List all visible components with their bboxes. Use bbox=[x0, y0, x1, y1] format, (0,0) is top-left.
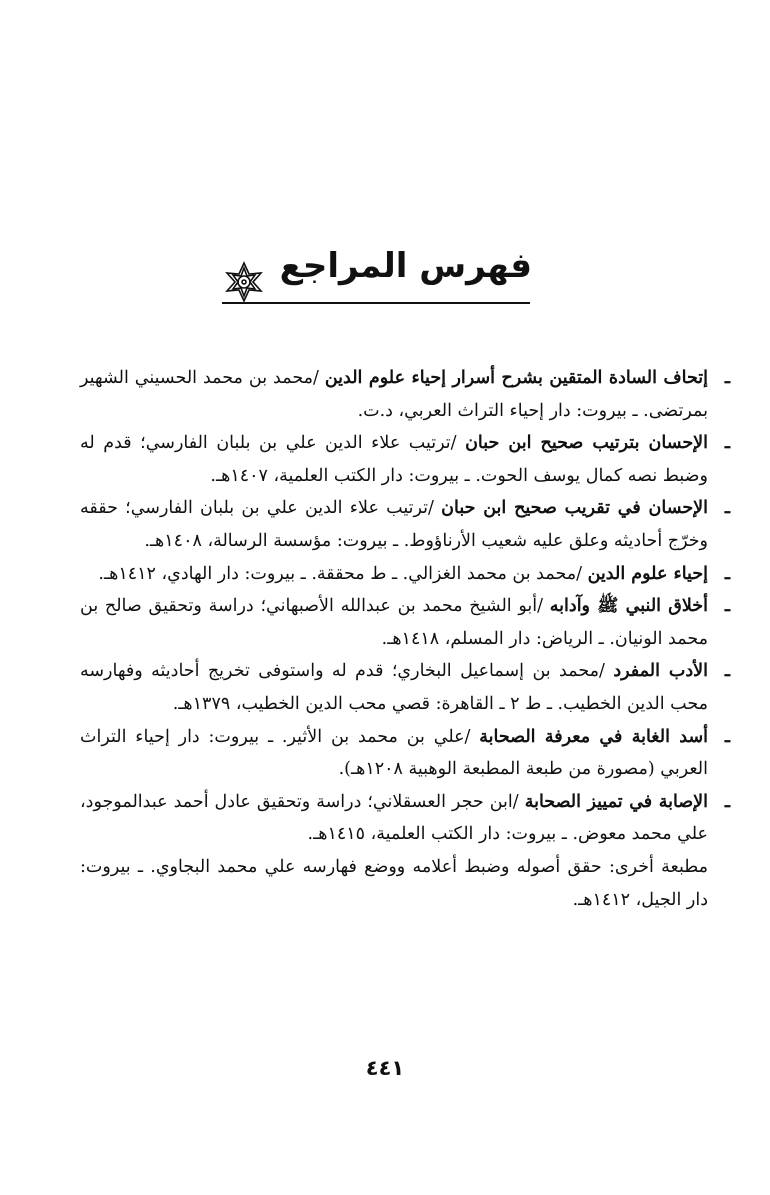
entry-dash: ـ bbox=[724, 791, 730, 812]
reference-details: /علي بن محمد بن الأثير. ـ بيروت: دار إحياء التراث العربي (مصورة من طبعة المطبعة الوهبية ١٢٠٨هـ). bbox=[80, 726, 708, 780]
entry-dash: ـ bbox=[724, 368, 730, 388]
page-title: فهرس المراجع bbox=[279, 246, 532, 286]
entry-dash: ـ bbox=[724, 563, 730, 584]
entry-dash: ـ bbox=[724, 498, 730, 519]
reference-title: إحياء علوم الدين bbox=[587, 563, 708, 584]
reference-entry-note bbox=[80, 851, 708, 916]
reference-details: /محمد بن محمد الحسيني الشهير بمرتضى. ـ بيروت: دار إحياء التراث العربي، د.ت. bbox=[80, 368, 708, 421]
reference-details: /ترتيب علاء الدين علي بن بلبان الفارسي؛ حققه وخرّج أحاديثه وعلق عليه شعيب الأرناؤوط. ـ بيروت: مؤسسة الرسالة، ١٤٠٨هـ. bbox=[80, 498, 708, 551]
reference-entry bbox=[80, 590, 730, 655]
reference-title: الإحسان بترتيب صحيح ابن حبان bbox=[465, 433, 708, 454]
page-number: ٤٤١ bbox=[365, 1056, 405, 1080]
reference-details: /ترتيب علاء الدين علي بن بلبان الفارسي؛ قدم له وضبط نصه كمال يوسف الحوت. ـ بيروت: دار الكتب العلمية، ١٤٠٧هـ. bbox=[80, 433, 708, 486]
reference-entry bbox=[80, 558, 730, 591]
reference-entry bbox=[80, 427, 730, 492]
title-block bbox=[222, 246, 532, 308]
reference-entry bbox=[80, 721, 730, 786]
reference-title: الأدب المفرد bbox=[613, 661, 708, 682]
reference-title: الإحسان في تقريب صحيح ابن حبان bbox=[441, 498, 709, 519]
reference-title: إتحاف السادة المتقين بشرح أسرار إحياء علوم الدين bbox=[324, 368, 708, 388]
reference-details: /محمد بن إسماعيل البخاري؛ قدم له واستوفى تخريج أحاديثه وفهارسه محب الدين الخطيب. ـ ط ٢ ـ القاهرة: قصي محب الدين الخطيب، ١٣٧٩هـ. bbox=[80, 661, 708, 714]
reference-entry bbox=[80, 492, 730, 557]
reference-details: /أبو الشيخ محمد بن عبدالله الأصبهاني؛ دراسة وتحقيق صالح بن محمد الونيان. ـ الرياض: دار المسلم، ١٤١٨هـ. bbox=[80, 596, 708, 649]
reference-details: /ابن حجر العسقلاني؛ دراسة وتحقيق عادل أحمد عبدالموجود، علي محمد معوض. ـ بيروت: دار الكتب العلمية، ١٤١٥هـ. bbox=[80, 791, 708, 845]
rosette-icon bbox=[222, 260, 266, 304]
entry-dash: ـ bbox=[724, 661, 730, 682]
reference-entry bbox=[80, 786, 730, 851]
reference-title: الإصابة في تمييز الصحابة bbox=[524, 791, 708, 812]
reference-entry bbox=[80, 362, 730, 427]
references-list bbox=[80, 362, 730, 916]
entry-dash: ـ bbox=[724, 726, 730, 747]
reference-entry bbox=[80, 655, 730, 720]
title-underline bbox=[222, 302, 530, 304]
entry-dash: ـ bbox=[724, 433, 730, 454]
reference-title: أخلاق النبي ﷺ وآدابه bbox=[549, 596, 708, 617]
entry-dash: ـ bbox=[724, 596, 730, 617]
reference-details: مطبعة أخرى: حقق أصوله وضبط أعلامه ووضع فهارسه علي محمد البجاوي. ـ بيروت: دار الجيل، ١٤١٢هـ. bbox=[80, 856, 708, 910]
reference-title: أسد الغابة في معرفة الصحابة bbox=[479, 726, 708, 747]
reference-details: /محمد بن محمد الغزالي. ـ ط محققة. ـ بيروت: دار الهادي، ١٤١٢هـ. bbox=[98, 563, 588, 584]
